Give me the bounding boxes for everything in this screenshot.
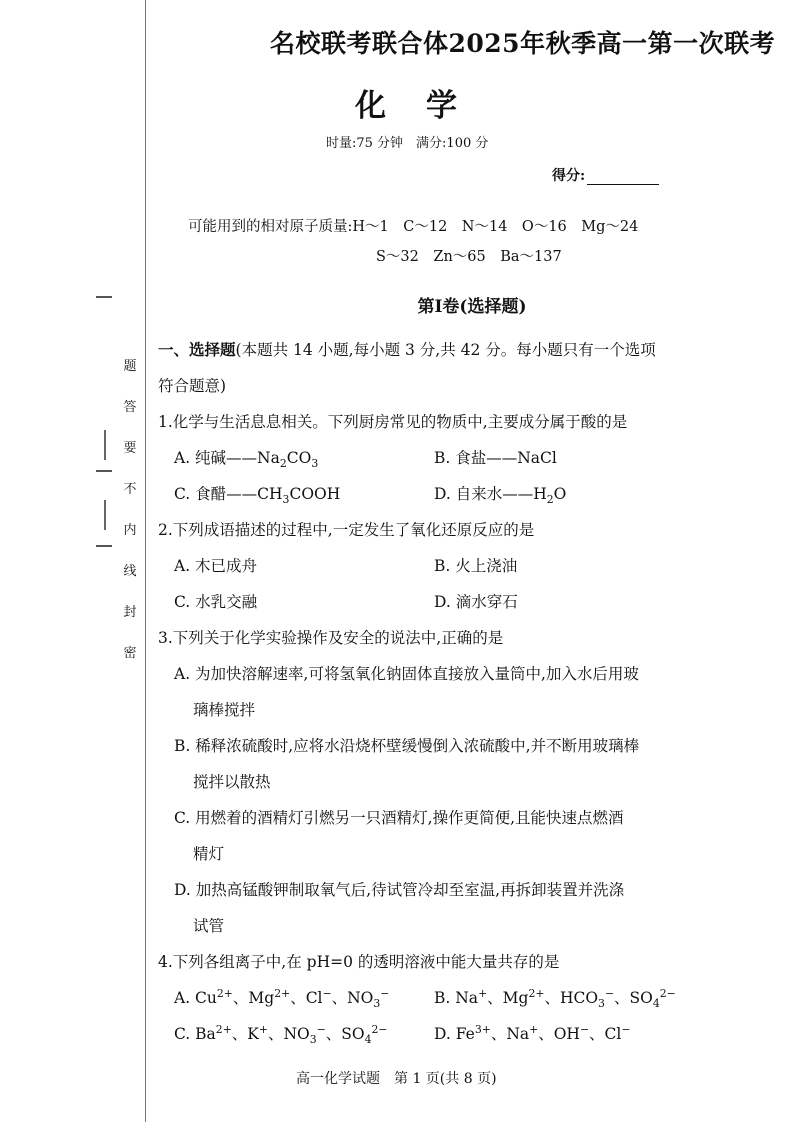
section-instructions: 符合题意) bbox=[158, 377, 227, 395]
q3-option-b-cont: 搅拌以散热 bbox=[193, 773, 271, 791]
q2-option-d: D. 滴水穿石 bbox=[434, 593, 518, 611]
question-4-stem: 4.下列各组离子中,在 pH=0 的透明溶液中能大量共存的是 bbox=[158, 953, 560, 971]
volume-title: 第Ⅰ卷(选择题) bbox=[417, 297, 527, 317]
q3-option-a: A. 为加快溶解速率,可将氢氧化钠固体直接放入量筒中,加入水后用玻 bbox=[174, 665, 639, 683]
q4-option-c: C. $Ba^{2+}$、K+、$NO_3^-$、$SO_4^{2-}$ bbox=[174, 1022, 388, 1047]
q4-option-a: A. $Cu^{2+}$、$Mg^{2+}$、Cl−、$NO_3^-$ bbox=[174, 986, 390, 1011]
score-field bbox=[552, 165, 659, 185]
score-label: 得分: bbox=[552, 168, 586, 184]
question-1-stem: 1.化学与生活息息相关。下列厨房常见的物质中,主要成分属于酸的是 bbox=[158, 413, 628, 431]
q1-option-b: B. 食盐——NaCl bbox=[434, 449, 557, 467]
q3-option-c-cont: 精灯 bbox=[193, 845, 225, 863]
q4-option-d: D. $Fe^{3+}$、Na+、OH−、Cl− bbox=[434, 1022, 631, 1043]
q3-option-d: D. 加热高锰酸钾制取氧气后,待试管冷却至室温,再拆卸装置并洗涤 bbox=[174, 881, 625, 899]
side-char: 要 bbox=[123, 441, 137, 456]
binding-side-label bbox=[123, 360, 137, 688]
exam-title: 名校联考联合体2025年秋季高一第一次联考 bbox=[270, 29, 776, 58]
section-heading: 一、选择题(本题共 14 小题,每小题 3 分,共 42 分。每小题只有一个选项 bbox=[158, 340, 656, 359]
q3-option-d-cont: 试管 bbox=[193, 917, 225, 935]
side-char: 题 bbox=[123, 359, 137, 374]
q4-option-b: B. Na+、$Mg^{2+}$、$HCO_3^-$、$SO_4^{2-}$ bbox=[434, 986, 676, 1011]
q3-option-b: B. 稀释浓硫酸时,应将水沿烧杯壁缓慢倒入浓硫酸中,并不断用玻璃棒 bbox=[174, 737, 640, 755]
q2-option-b: B. 火上浇油 bbox=[434, 557, 518, 575]
binding-line bbox=[145, 0, 146, 1122]
side-char: 密 bbox=[123, 646, 137, 661]
q3-option-c: C. 用燃着的酒精灯引燃另一只酒精灯,操作更简便,且能快速点燃酒 bbox=[174, 809, 624, 827]
score-blank bbox=[587, 170, 659, 185]
question-3-stem: 3.下列关于化学实验操作及安全的说法中,正确的是 bbox=[158, 629, 504, 647]
atomic-masses-line: 可能用到的相对原子质量:H～1 C～12 N～14 O～16 Mg～24 bbox=[188, 219, 639, 235]
side-char: 答 bbox=[123, 400, 137, 415]
question-2-stem: 2.下列成语描述的过程中,一定发生了氧化还原反应的是 bbox=[158, 521, 535, 539]
side-char: 线 bbox=[123, 564, 137, 579]
binding-mark bbox=[104, 500, 106, 530]
side-char: 封 bbox=[123, 605, 137, 620]
questions bbox=[158, 332, 678, 1052]
atomic-masses bbox=[188, 212, 708, 272]
q1-option-c: C. 食醋$——CH_3COOH$ bbox=[174, 485, 341, 507]
q1-option-d: D. 自来水$——H_2O$ bbox=[434, 485, 567, 507]
q1-option-a: A. 纯碱$——Na_2CO_3$ bbox=[174, 449, 319, 471]
q2-option-c: C. 水乳交融 bbox=[174, 593, 258, 611]
time-info: 时量:75 分钟 满分:100 分 bbox=[326, 136, 489, 151]
binding-mark bbox=[104, 430, 106, 460]
atomic-masses-line: S～32 Zn～65 Ba～137 bbox=[376, 249, 562, 265]
subject-title: 化学 bbox=[355, 88, 497, 124]
page-footer: 高一化学试题 第 1 页(共 8 页) bbox=[296, 1071, 497, 1087]
binding-mark bbox=[96, 470, 112, 472]
side-char: 不 bbox=[123, 482, 137, 497]
q3-option-a-cont: 璃棒搅拌 bbox=[193, 701, 256, 719]
binding-mark bbox=[96, 545, 112, 547]
q2-option-a: A. 木已成舟 bbox=[174, 557, 258, 575]
side-char: 内 bbox=[123, 523, 137, 538]
